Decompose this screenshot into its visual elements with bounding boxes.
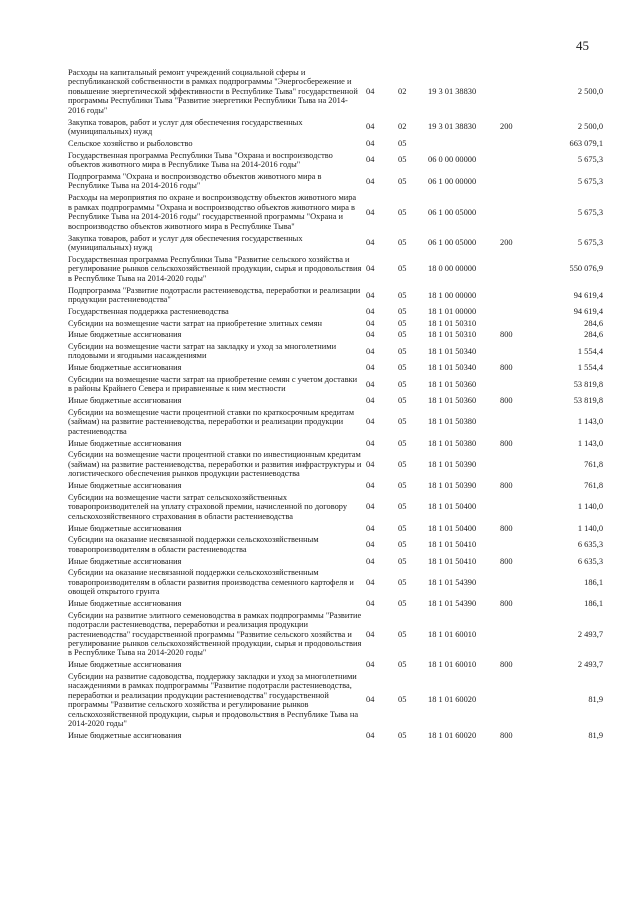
- cell-sec: 04: [366, 207, 375, 217]
- cell-name: Субсидии на возмещение части процентной ставки по инвестиционным кредитам (займам) на развитие растениеводства, переработки и развития инфраструктуры и логистического обеспечения рынков продукции растениеводства: [68, 450, 362, 479]
- cell-amt: 186,1: [584, 577, 603, 587]
- cell-name: Иные бюджетные ассигнования: [68, 599, 182, 609]
- cell-tgt: 18 1 01 50400: [428, 502, 477, 512]
- cell-amt: 6 635,3: [577, 556, 603, 566]
- cell-sub: 05: [398, 318, 407, 328]
- cell-sub: 05: [398, 539, 407, 549]
- table-row: [68, 568, 603, 599]
- cell-sec: 04: [366, 695, 375, 705]
- cell-sub: 05: [398, 379, 407, 389]
- cell-name: Сельское хозяйство и рыболовство: [68, 139, 193, 149]
- cell-vr: [500, 672, 540, 731]
- table-row: [68, 611, 603, 661]
- cell-name: Субсидии на развитие садоводства, поддержку закладки и уход за многолетними насаждениями в рамках подпрограммы "Развитие подотрасли растениеводства, переработки и реализации продукции растениеводства" государственной программы "Развитие сельского хозяйства и регулирование рынков сельскохозяйственной продукции, сырья и продовольствия в Республике Тыва на 2014-2020 годы": [68, 671, 359, 728]
- cell-sub: 05: [398, 502, 407, 512]
- cell-sec: 04: [366, 523, 375, 533]
- cell-sub: 05: [398, 577, 407, 587]
- cell-sec: 04: [366, 556, 375, 566]
- cell-name: Государственная программа Республики Тыва "Развитие сельского хозяйства и регулирование рынков сельскохозяйственной продукции, сырья и продовольствия в Республике Тыва на 2014-2020 годы": [68, 255, 362, 283]
- cell-tgt: 18 1 01 50360: [428, 396, 477, 406]
- cell-amt: 81,9: [588, 695, 603, 705]
- cell-name: Иные бюджетные ассигнования: [68, 396, 182, 406]
- cell-name: Субсидии на оказание несвязанной поддержки сельскохозяйственным товаропроизводителям в области растениеводства: [68, 535, 319, 554]
- cell-sec: 04: [366, 730, 375, 740]
- cell-sub: 02: [398, 86, 407, 96]
- cell-vr: [500, 68, 540, 118]
- cell-tgt: 18 1 01 50340: [428, 363, 477, 373]
- table-row: [68, 557, 603, 569]
- table-row: [68, 139, 603, 151]
- cell-vr: [500, 139, 540, 151]
- cell-sub: 05: [398, 363, 407, 373]
- table-row: [68, 255, 603, 286]
- cell-sub: 02: [398, 122, 407, 132]
- cell-name: Закупка товаров, работ и услуг для обеспечения государственных (муниципальных) нужд: [68, 233, 303, 253]
- table-row: [68, 193, 603, 233]
- cell-tgt: 18 1 01 50390: [428, 459, 477, 469]
- cell-amt: 2 500,0: [577, 122, 603, 132]
- cell-vr: [500, 172, 540, 193]
- cell-sec: 04: [366, 290, 375, 300]
- table-row: [68, 535, 603, 556]
- cell-tgt: 18 1 01 50410: [428, 556, 477, 566]
- table-row: [68, 450, 603, 481]
- cell-tgt: [428, 139, 500, 151]
- cell-amt: 284,6: [584, 318, 603, 328]
- cell-tgt: 18 1 01 50360: [428, 379, 477, 389]
- cell-sec: 04: [366, 86, 375, 96]
- cell-amt: 761,8: [584, 459, 603, 469]
- cell-amt: 1 140,0: [577, 523, 603, 533]
- cell-sec: 04: [366, 438, 375, 448]
- cell-sec: 04: [366, 139, 375, 149]
- cell-tgt: 06 0 00 00000: [428, 155, 477, 165]
- cell-sec: 04: [366, 330, 375, 340]
- cell-tgt: 19 3 01 38830: [428, 122, 477, 132]
- cell-name: Иные бюджетные ассигнования: [68, 730, 182, 740]
- budget-table: [68, 68, 603, 743]
- cell-sec: 04: [366, 539, 375, 549]
- cell-vr: [500, 193, 540, 233]
- table-row: [68, 363, 603, 375]
- cell-sec: 04: [366, 307, 375, 317]
- cell-sub: 05: [398, 459, 407, 469]
- cell-sub: 05: [398, 730, 407, 740]
- cell-amt: 1 140,0: [577, 502, 603, 512]
- cell-sub: 05: [398, 599, 407, 609]
- table-row: [68, 439, 603, 451]
- table-row: [68, 319, 603, 331]
- cell-name: Субсидии на возмещение части затрат на закладку и уход за многолетними плодовыми и ягодными насаждениями: [68, 342, 337, 361]
- cell-sec: 04: [366, 155, 375, 165]
- cell-amt: 94 619,4: [573, 290, 603, 300]
- cell-amt: 1 554,4: [577, 346, 603, 356]
- cell-amt: 2 500,0: [577, 86, 603, 96]
- cell-tgt: 18 1 01 50310: [428, 330, 477, 340]
- cell-sub: 05: [398, 417, 407, 427]
- cell-amt: 1 143,0: [577, 438, 603, 448]
- cell-vr: [500, 611, 540, 661]
- cell-vr: [500, 408, 540, 439]
- cell-vr: 200: [500, 238, 513, 248]
- cell-vr: 200: [500, 122, 513, 132]
- cell-sub: 05: [398, 396, 407, 406]
- cell-vr: [500, 450, 540, 481]
- cell-tgt: 18 1 01 50400: [428, 523, 477, 533]
- cell-tgt: 18 1 01 60010: [428, 660, 477, 670]
- table-row: [68, 408, 603, 439]
- cell-vr: [500, 493, 540, 524]
- cell-tgt: 06 1 00 05000: [428, 207, 477, 217]
- cell-name: Расходы на мероприятия по охране и воспроизводству объектов животного мира в рамках подпрограммы "Охрана и воспроизводство объектов животного мира в Республике Тыва на 2014-2016 годы" государственной программы "Охрана и воспроизводство объектов животного мира в Республике Тыва": [68, 193, 357, 231]
- cell-name: Иные бюджетные ассигнования: [68, 523, 182, 533]
- budget-table-body: [68, 68, 603, 743]
- cell-sec: 04: [366, 122, 375, 132]
- cell-sec: 04: [366, 176, 375, 186]
- cell-sec: 04: [366, 459, 375, 469]
- cell-amt: 2 493,7: [577, 660, 603, 670]
- cell-tgt: 19 3 01 38830: [428, 86, 477, 96]
- cell-tgt: 18 1 01 50410: [428, 539, 477, 549]
- cell-sec: 04: [366, 502, 375, 512]
- cell-sub: 05: [398, 290, 407, 300]
- cell-sec: 04: [366, 363, 375, 373]
- cell-sec: 04: [366, 238, 375, 248]
- cell-name: Иные бюджетные ассигнования: [68, 481, 182, 491]
- cell-sub: 05: [398, 238, 407, 248]
- page-number: 45: [576, 38, 589, 53]
- cell-amt: 5 675,3: [577, 176, 603, 186]
- cell-tgt: 06 1 00 05000: [428, 238, 477, 248]
- cell-sec: 04: [366, 629, 375, 639]
- cell-tgt: 18 1 01 50340: [428, 346, 477, 356]
- cell-tgt: 18 1 01 00000: [428, 307, 477, 317]
- cell-name: Иные бюджетные ассигнования: [68, 363, 182, 373]
- cell-sub: 05: [398, 346, 407, 356]
- cell-vr: [500, 151, 540, 172]
- cell-sub: 05: [398, 176, 407, 186]
- cell-sub: 05: [398, 139, 407, 149]
- cell-tgt: 18 1 01 60010: [428, 629, 477, 639]
- cell-vr: [500, 307, 540, 319]
- cell-amt: 5 675,3: [577, 207, 603, 217]
- cell-name: Субсидии на возмещение части процентной ставки по краткосрочным кредитам (займам) на развитие растениеводства, переработки и реализации продукции растениеводства: [68, 408, 355, 436]
- cell-sec: 04: [366, 396, 375, 406]
- cell-sec: 04: [366, 379, 375, 389]
- cell-vr: [500, 342, 540, 363]
- table-row: [68, 396, 603, 408]
- table-row: [68, 118, 603, 139]
- cell-sub: 05: [398, 155, 407, 165]
- cell-name: Иные бюджетные ассигнования: [68, 330, 182, 340]
- cell-sec: 04: [366, 346, 375, 356]
- cell-sec: 04: [366, 599, 375, 609]
- cell-vr: 800: [500, 396, 513, 406]
- cell-vr: 800: [500, 660, 513, 670]
- cell-tgt: 18 1 01 54390: [428, 577, 477, 587]
- cell-tgt: 18 0 00 00000: [428, 264, 477, 274]
- cell-amt: 186,1: [584, 599, 603, 609]
- cell-vr: 800: [500, 556, 513, 566]
- cell-amt: 2 493,7: [577, 629, 603, 639]
- cell-amt: 1 143,0: [577, 417, 603, 427]
- table-row: [68, 68, 603, 118]
- cell-sec: 04: [366, 417, 375, 427]
- cell-name: Субсидии на оказание несвязанной поддержки сельскохозяйственным товаропроизводителям в области развития производства семенного картофеля и овощей открытого грунта: [68, 568, 354, 597]
- cell-tgt: 18 1 01 60020: [428, 695, 477, 705]
- cell-sub: 05: [398, 629, 407, 639]
- cell-vr: 800: [500, 438, 513, 448]
- cell-vr: 800: [500, 599, 513, 609]
- cell-vr: [500, 375, 540, 396]
- cell-vr: 800: [500, 523, 513, 533]
- cell-amt: 550 076,9: [569, 264, 603, 274]
- cell-amt: 53 819,8: [573, 396, 603, 406]
- cell-sub: 05: [398, 556, 407, 566]
- table-row: [68, 731, 603, 743]
- cell-name: Государственная поддержка растениеводства: [68, 307, 229, 317]
- cell-vr: [500, 286, 540, 307]
- cell-name: Иные бюджетные ассигнования: [68, 438, 182, 448]
- cell-tgt: 18 1 01 50390: [428, 481, 477, 491]
- cell-name: Подпрограмма "Охрана и воспроизводство объектов животного мира в Республике Тыва на 2014-2016 годы": [68, 172, 322, 191]
- cell-tgt: 18 1 01 50380: [428, 417, 477, 427]
- table-row: [68, 375, 603, 396]
- table-row: [68, 234, 603, 255]
- cell-name: Субсидии на возмещение части затрат на приобретение элитных семян: [68, 318, 322, 328]
- cell-amt: 5 675,3: [577, 155, 603, 165]
- cell-amt: 81,9: [588, 730, 603, 740]
- table-row: [68, 660, 603, 672]
- cell-sec: 04: [366, 481, 375, 491]
- cell-vr: [500, 255, 540, 286]
- cell-tgt: 06 1 00 00000: [428, 176, 477, 186]
- cell-sec: 04: [366, 660, 375, 670]
- cell-name: Расходы на капитальный ремонт учреждений социальной сферы и республиканской собственности в рамках подпрограммы "Энергосбережение и повышение энергетической эффективности в Республике Тыва" государственной программы Республики Тыва "Развитие энергетики Республики Тыва на 2014-2016 годы": [68, 68, 358, 115]
- cell-tgt: 18 1 01 50310: [428, 318, 477, 328]
- cell-sub: 05: [398, 481, 407, 491]
- table-row: [68, 493, 603, 524]
- cell-name: Субсидии на возмещение части затрат на приобретение семян с учетом доставки в районы Крайнего Севера и приравненные к ним местности: [68, 375, 358, 394]
- cell-sub: 05: [398, 330, 407, 340]
- cell-vr: [500, 319, 540, 331]
- cell-amt: 5 675,3: [577, 238, 603, 248]
- cell-vr: 800: [500, 730, 513, 740]
- cell-amt: 53 819,8: [573, 379, 603, 389]
- cell-amt: 663 079,1: [569, 139, 603, 149]
- cell-name: Субсидии на возмещение части затрат сельскохозяйственных товаропроизводителей на уплату страховой премии, начисленной по договору сельскохозяйственного страхования в области растениеводства: [68, 492, 348, 521]
- table-row: [68, 286, 603, 307]
- cell-tgt: 18 1 01 50380: [428, 438, 477, 448]
- cell-tgt: 18 1 01 54390: [428, 599, 477, 609]
- cell-sub: 05: [398, 207, 407, 217]
- cell-sub: 05: [398, 307, 407, 317]
- cell-amt: 761,8: [584, 481, 603, 491]
- table-row: [68, 330, 603, 342]
- table-row: [68, 307, 603, 319]
- table-row: [68, 342, 603, 363]
- cell-vr: [500, 535, 540, 556]
- cell-name: Субсидии на развитие элитного семеноводства в рамках подпрограммы "Развитие подотрасли растениеводства, переработки и реализация продукции растениеводства" государственной программы "Развитие сельского хозяйства и регулирование рынков сельскохозяйственной продукции, сырья и продовольствия в Республике Тыва на 2014-2020 годы": [68, 610, 362, 658]
- cell-name: Закупка товаров, работ и услуг для обеспечения государственных (муниципальных) нужд: [68, 117, 303, 137]
- cell-amt: 284,6: [584, 330, 603, 340]
- cell-sec: 04: [366, 318, 375, 328]
- cell-name: Иные бюджетные ассигнования: [68, 660, 182, 670]
- table-row: [68, 172, 603, 193]
- cell-amt: 1 554,4: [577, 363, 603, 373]
- cell-tgt: 18 1 01 60020: [428, 730, 477, 740]
- cell-sec: 04: [366, 264, 375, 274]
- cell-sub: 05: [398, 523, 407, 533]
- cell-vr: [500, 568, 540, 599]
- table-row: [68, 672, 603, 731]
- cell-sec: 04: [366, 577, 375, 587]
- cell-vr: 800: [500, 481, 513, 491]
- cell-sub: 05: [398, 695, 407, 705]
- table-row: [68, 524, 603, 536]
- cell-vr: 800: [500, 330, 513, 340]
- table-row: [68, 481, 603, 493]
- cell-sub: 05: [398, 438, 407, 448]
- cell-vr: 800: [500, 363, 513, 373]
- table-row: [68, 599, 603, 611]
- cell-amt: 6 635,3: [577, 539, 603, 549]
- cell-name: Государственная программа Республики Тыва "Охрана и воспроизводство объектов животного мира в Республике Тыва на 2014-2016 годы": [68, 150, 333, 170]
- cell-sub: 05: [398, 660, 407, 670]
- table-row: [68, 151, 603, 172]
- cell-name: Иные бюджетные ассигнования: [68, 556, 182, 566]
- cell-tgt: 18 1 00 00000: [428, 290, 477, 300]
- cell-name: Подпрограмма "Развитие подотрасли растениеводства, переработки и реализации продукции растениеводства": [68, 285, 361, 305]
- cell-sub: 05: [398, 264, 407, 274]
- cell-amt: 94 619,4: [573, 307, 603, 317]
